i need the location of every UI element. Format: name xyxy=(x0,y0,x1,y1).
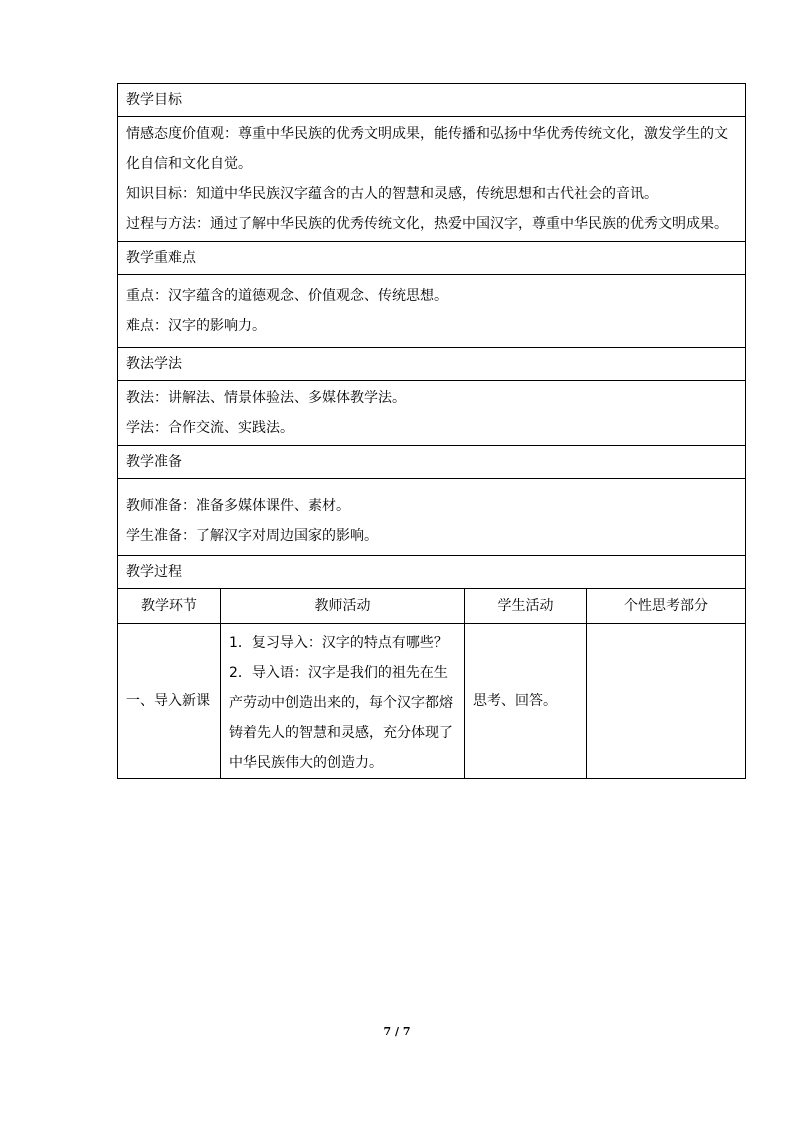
page-number: 7 / 7 xyxy=(383,1025,411,1038)
key-points-line: 难点：汉字的影响力。 xyxy=(126,318,266,334)
stage-cell: 一、导入新课 xyxy=(118,624,221,779)
preparation-title: 教学准备 xyxy=(118,446,746,479)
reflection-cell xyxy=(587,624,746,779)
methods-line: 教法：讲解法、情景体验法、多媒体教学法。 xyxy=(126,390,406,406)
goals-line: 知识目标：知道中华民族汉字蕴含的古人的智慧和灵感，传统思想和古代社会的音讯。 xyxy=(126,186,658,202)
key-points-content xyxy=(118,275,746,348)
goals-line: 情感态度价值观：尊重中华民族的优秀文明成果，能传播和弘扬中华优秀传统文化，激发学生的文化自信和文化自觉。 xyxy=(126,126,728,172)
column-header-teacher: 教师活动 xyxy=(221,589,465,624)
teacher-activity-cell xyxy=(221,624,465,779)
key-points-line: 重点：汉字蕴含的道德观念、价值观念、传统思想。 xyxy=(126,288,448,304)
lesson-plan-table xyxy=(117,83,746,779)
process-title: 教学过程 xyxy=(118,556,746,589)
student-activity-cell: 思考、回答。 xyxy=(465,624,587,779)
teacher-activity-item: 2．导入语：汉字是我们的祖先在生产劳动中创造出来的，每个汉字都熔铸着先人的智慧和灵感，充分体现了中华民族伟大的创造力。 xyxy=(229,665,453,771)
methods-title: 教法学法 xyxy=(118,348,746,381)
methods-content xyxy=(118,381,746,446)
teacher-activity-item: 1．复习导入：汉字的特点有哪些？ xyxy=(229,635,448,651)
preparation-line: 学生准备：了解汉字对周边国家的影响。 xyxy=(126,528,378,544)
key-points-title: 教学重难点 xyxy=(118,242,746,275)
column-header-student: 学生活动 xyxy=(465,589,587,624)
preparation-line: 教师准备：准备多媒体课件、素材。 xyxy=(126,498,350,514)
table-row xyxy=(118,624,746,779)
goals-line: 过程与方法：通过了解中华民族的优秀传统文化，热爱中国汉字，尊重中华民族的优秀文明成果。 xyxy=(126,216,728,232)
column-header-stage: 教学环节 xyxy=(118,589,221,624)
preparation-content xyxy=(118,479,746,556)
goals-title: 教学目标 xyxy=(118,84,746,117)
methods-line: 学法：合作交流、实践法。 xyxy=(126,420,294,436)
goals-content xyxy=(118,117,746,242)
lesson-plan-sheet xyxy=(117,83,745,779)
column-header-reflection: 个性思考部分 xyxy=(587,589,746,624)
